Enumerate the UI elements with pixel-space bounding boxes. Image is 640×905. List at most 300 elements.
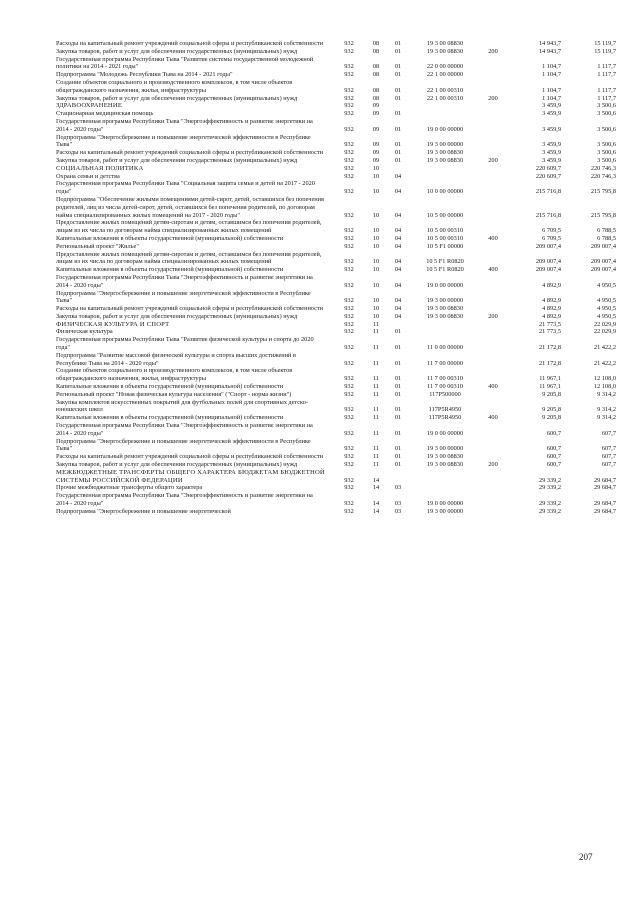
row-grbs: 932	[344, 328, 354, 336]
table-row	[56, 290, 619, 306]
row-amount-2021: 209 007,4	[590, 258, 616, 266]
row-vr	[480, 422, 506, 438]
table-row	[56, 367, 619, 383]
row-pr: 04	[394, 234, 402, 242]
table-row	[56, 157, 619, 165]
row-amount-2020: 600,7	[546, 461, 561, 469]
row-amount-2020: 3 459,9	[542, 102, 561, 110]
row-pr	[386, 469, 410, 485]
table-row	[56, 305, 619, 313]
row-cs: 11 7 00 00000	[427, 359, 463, 367]
row-rz: 09	[372, 149, 380, 157]
row-cs	[410, 321, 480, 329]
row-vr	[480, 492, 506, 508]
row-grbs: 932	[344, 188, 354, 196]
row-amount-2020: 600,7	[546, 453, 561, 461]
row-grbs: 932	[344, 40, 354, 47]
row-amount-2020: 3 459,9	[542, 125, 561, 133]
row-grbs: 932	[344, 383, 354, 391]
row-amount-2020: 4 892,9	[542, 305, 561, 313]
row-amount-2021: 4 950,5	[597, 281, 616, 289]
row-rz: 11	[372, 390, 380, 398]
row-vr	[480, 321, 506, 329]
table-row	[56, 383, 619, 391]
row-rz: 10	[372, 305, 380, 313]
row-cs: 19 3 00 00000	[426, 141, 464, 149]
page-number: 207	[579, 852, 593, 862]
row-cs: 11 7 00 00310	[427, 375, 463, 383]
row-amount-2021: 3 500,6	[597, 141, 616, 149]
table-row	[56, 266, 619, 274]
row-pr: 04	[394, 172, 402, 180]
row-amount-2021: 1 117,7	[597, 86, 616, 94]
row-grbs: 932	[344, 453, 354, 461]
row-name: Расходы на капитальный ремонт учреждений социальной сферы и республиканской собственности	[56, 40, 324, 47]
row-rz: 08	[372, 71, 380, 79]
row-cs: 10 5 F1 00000	[426, 242, 464, 250]
row-name: ЗДРАВООХРАНЕНИЕ	[56, 102, 123, 110]
row-amount-2020: 29 339,2	[538, 476, 561, 484]
row-vr	[480, 290, 506, 306]
table-row	[56, 149, 619, 157]
row-grbs: 932	[344, 125, 354, 133]
row-pr: 01	[394, 445, 402, 453]
table-row	[56, 71, 619, 79]
table-row	[56, 484, 619, 492]
section-row	[56, 165, 619, 173]
row-amount-2020: 215 716,8	[535, 211, 561, 219]
row-pr	[386, 102, 410, 110]
row-name: Региональный проект "Жилье"	[56, 242, 139, 250]
row-rz: 08	[372, 40, 380, 47]
table-row	[56, 196, 619, 219]
row-cs: 19 3 00 08830	[426, 312, 464, 320]
table-row	[56, 180, 619, 196]
row-amount-2020: 220 609,7	[535, 172, 561, 180]
row-rz: 11	[372, 320, 380, 328]
row-name: Стационарная медицинская помощь	[56, 110, 154, 118]
row-amount-2020: 6 709,5	[542, 227, 561, 235]
table-row	[56, 243, 619, 251]
row-name: Государственная программа Республики Тыва "Развитие физической культуры и спорта до 2020 года"	[56, 336, 314, 352]
table-row	[56, 95, 619, 103]
row-amount-2020: 29 339,2	[538, 500, 561, 508]
row-vr	[480, 219, 506, 235]
row-amount-2021: 209 007,4	[590, 242, 616, 250]
row-cs: 10 0 00 00000	[426, 188, 464, 196]
row-vr	[480, 243, 506, 251]
row-amount-2021: 220 746,3	[590, 164, 616, 172]
row-vr	[480, 305, 506, 313]
row-name: Подпрограмма "Обеспечение жилыми помещениями детей-сирот, детей, оставшихся без попечения родителей, лиц из числа детей-сирот, детей, оставшихся без попечения родителей, по договорам найма специализированных жилых помещений на 2017 - 2020 годы"	[56, 195, 324, 219]
row-vr: 400	[488, 383, 498, 391]
row-grbs: 932	[344, 102, 354, 110]
row-amount-2021: 6 788,5	[597, 227, 616, 235]
row-cs: 117P5R4950	[428, 414, 462, 422]
row-name: Подпрограмма "Молодежь Республики Тыва на 2014 - 2021 годы"	[56, 71, 233, 79]
table-row	[56, 508, 619, 516]
row-grbs: 932	[344, 63, 354, 71]
table-row	[56, 134, 619, 150]
row-name: Капитальные вложения в объекты государственной (муниципальной) собственности	[56, 414, 284, 422]
row-rz: 10	[372, 164, 380, 172]
row-grbs: 932	[344, 71, 354, 79]
row-grbs: 932	[344, 500, 354, 508]
row-pr: 01	[394, 156, 402, 164]
row-rz: 08	[372, 47, 380, 55]
table-row	[56, 40, 619, 48]
row-cs: 19 3 00 08830	[426, 453, 464, 461]
row-rz: 10	[372, 312, 380, 320]
row-rz: 11	[372, 383, 380, 391]
row-pr: 01	[394, 110, 402, 118]
row-pr: 04	[394, 211, 402, 219]
row-amount-2021: 215 795,8	[590, 188, 616, 196]
row-amount-2021: 3 500,6	[597, 149, 616, 157]
row-amount-2020: 3 459,9	[542, 156, 561, 164]
row-name: Государственная программа Республики Тыва "Энергоэффективность и развитие энергетики на 2014 - 2020 годы"	[56, 273, 313, 289]
section-row	[56, 321, 619, 329]
row-amount-2020: 209 007,4	[535, 242, 561, 250]
row-cs: 117P500000	[429, 390, 461, 398]
row-vr	[480, 453, 506, 461]
table-row	[56, 399, 619, 415]
row-name: Подпрограмма "Энергосбережение и повышение энергетической эффективности в Республике Тыва"	[56, 437, 311, 453]
row-pr: 04	[394, 312, 402, 320]
row-rz: 14	[372, 476, 380, 484]
row-rz: 14	[372, 484, 380, 492]
row-cs: 22 1 00 00000	[426, 71, 464, 79]
row-pr: 01	[394, 328, 402, 336]
row-pr: 01	[394, 149, 402, 157]
row-amount-2020: 209 007,4	[535, 266, 561, 274]
row-grbs: 932	[344, 414, 354, 422]
budget-table	[56, 40, 619, 516]
row-amount-2021: 22 029,9	[593, 320, 616, 328]
row-rz: 10	[372, 266, 380, 274]
row-pr: 01	[394, 63, 402, 71]
row-rz: 10	[372, 188, 380, 196]
row-cs: 19 3 00 08830	[426, 305, 464, 313]
row-amount-2020: 4 892,9	[542, 312, 561, 320]
row-vr	[480, 71, 506, 79]
row-rz: 14	[372, 500, 380, 508]
row-name: Подпрограмма "Энергосбережение и повышение энергетической эффективности в Республике Тыва"	[56, 133, 311, 149]
row-vr	[480, 180, 506, 196]
table-row	[56, 313, 619, 321]
row-rz: 08	[372, 94, 380, 102]
row-rz: 11	[372, 344, 380, 352]
row-amount-2020: 3 459,9	[542, 149, 561, 157]
row-name: Капитальные вложения в объекты государственной (муниципальной) собственности	[56, 266, 284, 274]
row-vr	[480, 399, 506, 415]
row-grbs: 932	[344, 172, 354, 180]
row-grbs: 932	[344, 94, 354, 102]
row-rz: 11	[372, 429, 380, 437]
row-vr	[480, 352, 506, 368]
row-amount-2020: 21 172,8	[538, 344, 561, 352]
row-vr	[480, 251, 506, 267]
row-amount-2021: 3 500,6	[597, 125, 616, 133]
row-vr	[480, 102, 506, 110]
row-cs: 19 0 00 00000	[426, 125, 464, 133]
row-cs: 10 5 00 00310	[426, 234, 464, 242]
row-amount-2020: 1 104,7	[542, 71, 561, 79]
row-rz: 11	[372, 414, 380, 422]
row-vr: 200	[488, 94, 498, 102]
row-pr: 03	[394, 484, 402, 492]
row-amount-2021: 1 117,7	[597, 63, 616, 71]
row-amount-2021: 209 007,4	[590, 266, 616, 274]
row-pr: 01	[394, 359, 402, 367]
row-rz: 11	[372, 406, 380, 414]
row-name: Подпрограмма "Энергосбережение и повышение энергетической	[56, 507, 231, 515]
row-cs: 10 5 00 00310	[426, 227, 464, 235]
row-rz: 09	[372, 110, 380, 118]
row-amount-2021: 15 119,7	[594, 47, 616, 55]
row-grbs: 932	[344, 461, 354, 469]
row-grbs: 932	[344, 156, 354, 164]
row-amount-2021: 29 684,7	[593, 500, 616, 508]
table-row	[56, 391, 619, 399]
row-pr: 01	[394, 40, 402, 47]
row-pr: 04	[394, 305, 402, 313]
row-amount-2020: 14 943,7	[538, 40, 561, 47]
row-amount-2021: 215 795,8	[590, 211, 616, 219]
row-grbs: 932	[344, 242, 354, 250]
row-amount-2021: 12 108,0	[593, 375, 616, 383]
row-vr	[480, 469, 506, 485]
row-vr	[480, 328, 506, 336]
row-grbs: 932	[344, 476, 354, 484]
row-cs: 117P5R4950	[428, 406, 462, 414]
row-amount-2020: 29 339,2	[538, 507, 561, 515]
row-vr: 200	[488, 461, 498, 469]
row-rz: 10	[372, 242, 380, 250]
row-rz: 11	[372, 359, 380, 367]
row-amount-2021: 4 950,5	[597, 305, 616, 313]
row-pr: 01	[394, 406, 402, 414]
table-row	[56, 461, 619, 469]
row-name: МЕЖБЮДЖЕТНЫЕ ТРАНСФЕРТЫ ОБЩЕГО ХАРАКТЕРА БЮДЖЕТАМ БЮДЖЕТНОЙ СИСТЕМЫ РОССИЙСКОЙ ФЕДЕРАЦИИ	[56, 468, 325, 484]
row-amount-2021: 21 422,2	[593, 344, 616, 352]
row-pr: 03	[394, 500, 402, 508]
row-vr: 200	[488, 312, 498, 320]
row-rz: 14	[372, 507, 380, 515]
row-pr: 04	[394, 227, 402, 235]
table-row	[56, 422, 619, 438]
budget-table-body	[56, 40, 619, 516]
row-amount-2020: 11 967,1	[539, 383, 561, 391]
row-grbs: 932	[344, 211, 354, 219]
row-vr	[480, 149, 506, 157]
row-amount-2020: 11 967,1	[539, 375, 561, 383]
row-amount-2020: 9 205,8	[542, 406, 561, 414]
row-vr	[480, 367, 506, 383]
row-pr: 01	[394, 461, 402, 469]
row-cs	[410, 469, 480, 485]
row-vr: 200	[488, 156, 498, 164]
row-rz: 10	[372, 227, 380, 235]
row-cs	[410, 328, 480, 336]
row-name: Закупка товаров, работ и услуг для обеспечения государственных (муниципальных) нужд	[56, 461, 298, 469]
row-grbs: 932	[344, 344, 354, 352]
row-rz: 10	[372, 258, 380, 266]
row-grbs: 932	[344, 258, 354, 266]
row-amount-2020: 29 339,2	[538, 484, 561, 492]
row-pr: 01	[394, 71, 402, 79]
row-amount-2021: 3 500,6	[597, 102, 616, 110]
row-rz: 10	[372, 297, 380, 305]
row-grbs: 932	[344, 234, 354, 242]
row-amount-2020: 1 104,7	[542, 63, 561, 71]
row-rz: 09	[372, 141, 380, 149]
table-row	[56, 438, 619, 454]
row-amount-2020: 215 716,8	[535, 188, 561, 196]
row-pr: 01	[394, 344, 402, 352]
row-amount-2021: 4 950,5	[597, 312, 616, 320]
row-grbs: 932	[344, 375, 354, 383]
table-row	[56, 219, 619, 235]
row-amount-2021: 1 117,7	[597, 71, 616, 79]
row-name: Охрана семьи и детства	[56, 172, 120, 180]
row-pr: 04	[394, 242, 402, 250]
row-grbs: 932	[344, 312, 354, 320]
table-row	[56, 235, 619, 243]
table-row	[56, 110, 619, 118]
row-rz: 11	[372, 453, 380, 461]
row-pr: 04	[394, 266, 402, 274]
row-pr: 01	[394, 86, 402, 94]
row-name: Расходы на капитальный ремонт учреждений социальной сферы и республиканской собственности	[56, 149, 324, 157]
row-pr: 01	[394, 383, 402, 391]
section-row	[56, 102, 619, 110]
row-grbs: 932	[344, 305, 354, 313]
row-rz: 11	[372, 328, 380, 336]
row-pr: 01	[394, 141, 402, 149]
row-vr	[480, 56, 506, 72]
row-vr	[480, 336, 506, 352]
row-name: Создание объектов социального и производственного комплексов, в том числе объектов общегражданского назначения, жилья, инфраструктуры	[56, 367, 293, 383]
row-name: Предоставление жилых помещений детям-сиротам и детям, оставшимся без попечения родителей, лицам из их числа по договорам найма специализированных жилых помещений	[56, 219, 322, 235]
row-vr	[480, 391, 506, 399]
row-grbs: 932	[344, 281, 354, 289]
table-row	[56, 173, 619, 181]
row-amount-2020: 21 773,5	[538, 320, 561, 328]
row-amount-2020: 600,7	[546, 445, 561, 453]
row-pr: 01	[394, 375, 402, 383]
row-amount-2021: 9 314,2	[597, 414, 616, 422]
table-row	[56, 56, 619, 72]
table-row	[56, 453, 619, 461]
row-rz: 08	[372, 86, 380, 94]
row-cs: 22 0 00 00000	[426, 63, 464, 71]
row-vr	[480, 118, 506, 134]
row-grbs: 932	[344, 110, 354, 118]
row-name: Государственная программа Республики Тыва "Энергоэффективность и развитие энергетики на 2014 - 2020 годы"	[56, 492, 313, 508]
row-name: Государственная программа Республики Тыва "Энергоэффективность и развитие энергетики на 2014 - 2020 годы"	[56, 422, 313, 437]
row-name: Закупка товаров, работ и услуг для обеспечения государственных (муниципальных) нужд	[56, 47, 298, 55]
row-amount-2021: 29 684,7	[593, 507, 616, 515]
row-pr: 01	[394, 47, 402, 55]
row-pr: 04	[394, 297, 402, 305]
row-cs: 19 0 00 00000	[426, 500, 464, 508]
row-amount-2021: 29 684,7	[593, 484, 616, 492]
row-name: Государственная программа Республики Тыва "Энергоэффективность и развитие энергетики на 2014 - 2020 годы"	[56, 117, 313, 133]
row-amount-2021: 6 788,5	[597, 234, 616, 242]
row-name: Капитальные вложения в объекты государственной (муниципальной) собственности	[56, 234, 284, 242]
row-grbs: 932	[344, 227, 354, 235]
row-amount-2021: 29 684,7	[593, 476, 616, 484]
row-name: Предоставление жилых помещений детям-сиротам и детям, оставшимся без попечения родителей, лицам из их числа по договорам найма специализированных жилых помещений	[56, 250, 322, 266]
row-cs	[410, 110, 480, 118]
row-vr	[480, 173, 506, 181]
row-name: Региональный проект "Новая физическая культура населения" ("Спорт - норма жизни")	[56, 390, 292, 398]
row-pr: 01	[394, 94, 402, 102]
row-amount-2021: 607,7	[601, 461, 616, 469]
row-cs: 11 0 00 00000	[427, 344, 463, 352]
row-grbs: 932	[344, 149, 354, 157]
row-amount-2021: 12 108,0	[593, 383, 616, 391]
row-amount-2021: 9 314,2	[597, 390, 616, 398]
row-cs: 19 0 00 00000	[426, 429, 464, 437]
row-vr	[480, 484, 506, 492]
row-amount-2021: 4 950,5	[597, 297, 616, 305]
table-row	[56, 274, 619, 290]
row-vr: 400	[488, 266, 498, 274]
row-grbs: 932	[344, 359, 354, 367]
row-name: Подпрограмма "Развитие массовой физической культуры и спорта высших достижений в Республике Тыва на 2014 - 2020 годы"	[56, 351, 296, 367]
row-grbs: 932	[344, 429, 354, 437]
row-name: Физическая культура	[56, 328, 113, 336]
table-row	[56, 79, 619, 95]
row-amount-2020: 600,7	[546, 429, 561, 437]
row-rz: 10	[372, 172, 380, 180]
row-rz: 11	[372, 445, 380, 453]
row-amount-2020: 4 892,9	[542, 297, 561, 305]
row-name: Создание объектов социального и производственного комплексов, в том числе объектов общегражданского назначения, жилья, инфраструктуры	[56, 78, 293, 94]
row-amount-2020: 14 943,7	[538, 47, 561, 55]
row-grbs: 932	[344, 164, 354, 172]
table-row	[56, 328, 619, 336]
row-amount-2021: 9 314,2	[597, 406, 616, 414]
row-grbs: 932	[344, 507, 354, 515]
row-rz: 09	[372, 102, 380, 110]
row-vr	[480, 40, 506, 48]
row-rz: 10	[372, 211, 380, 219]
row-cs	[410, 165, 480, 173]
row-amount-2021: 22 029,9	[593, 328, 616, 336]
row-name: Расходы на капитальный ремонт учреждений социальной сферы и республиканской собственности	[56, 453, 324, 461]
row-grbs: 932	[344, 445, 354, 453]
row-name: Подпрограмма "Энергосбережение и повышение энергетической эффективности в Республике Тыва"	[56, 289, 311, 305]
row-vr	[480, 165, 506, 173]
row-grbs: 932	[344, 86, 354, 94]
row-vr: 200	[488, 47, 498, 55]
row-amount-2020: 209 007,4	[535, 258, 561, 266]
row-cs	[410, 484, 480, 492]
row-cs: 10 5 F1 R0820	[426, 258, 464, 266]
row-pr: 01	[394, 390, 402, 398]
row-vr	[480, 508, 506, 516]
table-row	[56, 251, 619, 267]
row-vr	[480, 438, 506, 454]
row-cs: 11 7 00 00310	[427, 383, 463, 391]
row-name: Расходы на капитальный ремонт учреждений социальной сферы и республиканской собственности	[56, 305, 324, 313]
row-cs: 19 3 00 08830	[426, 47, 464, 55]
row-pr: 01	[394, 453, 402, 461]
row-name: Закупка товаров, работ и услуг для обеспечения государственных (муниципальных) нужд	[56, 312, 298, 320]
